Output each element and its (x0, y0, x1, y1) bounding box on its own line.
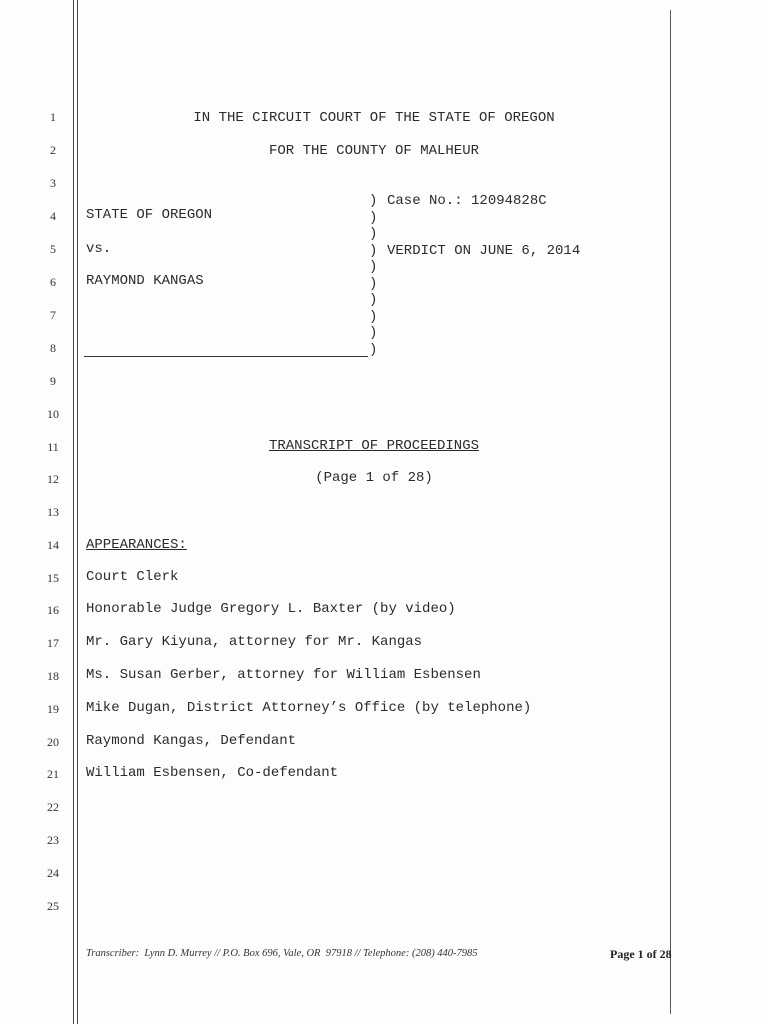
appearances-heading: APPEARANCES: (86, 537, 187, 553)
line-number: 7 (50, 308, 56, 322)
line-number: 14 (47, 538, 59, 552)
caption-paren: ) (369, 309, 378, 325)
line-number: 2 (50, 143, 56, 157)
caption-paren: ) (369, 259, 378, 275)
line-number: 24 (47, 866, 59, 880)
line-number: 10 (47, 407, 59, 421)
line-number: 1 (50, 110, 56, 124)
case-number: Case No.: 12094828C (387, 193, 547, 209)
appearance-item: William Esbensen, Co-defendant (86, 765, 339, 781)
left-margin-rule-inner (77, 0, 78, 1024)
caption-paren: ) (369, 292, 378, 308)
caption-paren: ) (369, 226, 378, 242)
line-number: 19 (47, 702, 59, 716)
line-number: 8 (50, 341, 56, 355)
court-county: FOR THE COUNTY OF MALHEUR (268, 143, 480, 159)
caption-plaintiff: STATE OF OREGON (86, 207, 213, 223)
appearance-item: Raymond Kangas, Defendant (86, 733, 297, 749)
line-number: 20 (47, 735, 59, 749)
line-number: 18 (47, 669, 59, 683)
caption-paren: ) (369, 276, 378, 292)
appearance-item: Honorable Judge Gregory L. Baxter (by video) (86, 601, 456, 617)
line-number: 11 (47, 440, 59, 454)
line-number: 23 (47, 833, 59, 847)
transcriber-footer: Transcriber: Lynn D. Murrey // P.O. Box 696, Vale, OR 97918 // Telephone: (208) 440-7985 (86, 948, 478, 959)
caption-paren: ) (369, 210, 378, 226)
page-footer: Page 1 of 28 (610, 947, 672, 961)
line-number: 4 (50, 209, 56, 223)
appearance-item: Mike Dugan, District Attorney’s Office (by telephone) (86, 700, 532, 716)
verdict-date: VERDICT ON JUNE 6, 2014 (387, 243, 581, 259)
caption-paren: ) (369, 325, 378, 341)
line-number: 17 (47, 636, 59, 650)
transcript-heading: TRANSCRIPT OF PROCEEDINGS (268, 438, 480, 454)
line-number: 25 (47, 899, 59, 913)
caption-underline (84, 356, 368, 357)
caption-paren: ) (369, 243, 378, 259)
line-number: 6 (50, 275, 56, 289)
caption-vs: vs. (86, 241, 112, 257)
court-title: IN THE CIRCUIT COURT OF THE STATE OF OREGON (193, 110, 555, 126)
line-number: 12 (47, 472, 59, 486)
line-number: 9 (50, 374, 56, 388)
line-number: 21 (47, 767, 59, 781)
line-number: 13 (47, 505, 59, 519)
left-margin-rule-outer (73, 0, 74, 1024)
line-number: 16 (47, 603, 59, 617)
page-info: (Page 1 of 28) (315, 470, 433, 486)
caption-paren: ) (369, 193, 378, 209)
line-number: 5 (50, 242, 56, 256)
line-number: 15 (47, 571, 59, 585)
appearance-item: Mr. Gary Kiyuna, attorney for Mr. Kangas (86, 634, 423, 650)
caption-paren: ) (369, 342, 378, 358)
appearance-item: Court Clerk (86, 569, 179, 585)
line-number: 22 (47, 800, 59, 814)
caption-defendant: RAYMOND KANGAS (86, 273, 204, 289)
appearance-item: Ms. Susan Gerber, attorney for William Esbensen (86, 667, 481, 683)
line-number: 3 (50, 176, 56, 190)
right-margin-rule (670, 10, 671, 1014)
